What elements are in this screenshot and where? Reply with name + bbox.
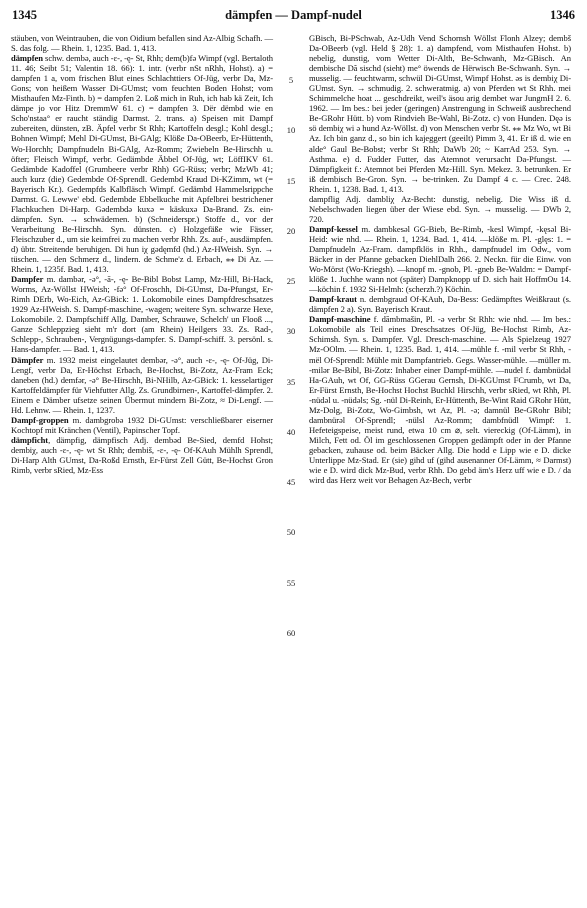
dictionary-entry <box>11 435 273 475</box>
page-header <box>12 8 575 24</box>
entry-headword: Dampf-groppen <box>11 414 69 425</box>
running-title: dämpfen — Dampf-nudel <box>225 8 362 22</box>
line-number: 45 <box>286 477 296 488</box>
line-number: 50 <box>286 527 296 538</box>
entry-headword: Dampf-kraut <box>309 294 357 305</box>
line-number: 15 <box>286 175 296 186</box>
entry-text: m. dambgrobə 1932 Di-GUmst: verschließbarer eiserner Kochtopf mit Kränchen (Ventil), Papinscher Topf. <box>11 414 273 435</box>
entry-text: schw. dembə, auch -ɛ-, -ę- St, Rhh; dem(b)fə Wimpf (vgl. Bertaloth 11. 46; Seibt 51; Valentin 18. 66): 1. intr. (verbr nSt nRhh, Hohst). a) = dampfen 1 a, vom frischen Blut eines Schlachttiers Of-Jüg, verbr Da, Mz-Gons; von heißem Wasser Di-GUmst; vom feuchten Boden Hohst; vom Misthaufen Mz-Finth. b) = dampfen 2. Loß mich in Ruh, ich hab kä Zeit, Ich dämpe jo vor Hitz DremmW 61. c) = dampfen 3. Dër dëmbd wie en Scho'nstaa° er raucht ständig Darmst. 2. trans. a) Speisen mit Dampf zubereiten, dünsten, zB. Äpfel verbr St Rhh; Kartoffeln desgl.; Kohl desgl.; Bohnen Wimpf; Mehl Di-GUmst, Bi-GAlg; Klöße Da-OBeerb, Er-Hüttenth, Wo-Horchh; Dampfnudeln Bi-GAlg, Az-Romm; Zwiebeln Be-Hirschh u. öfter; Fleisch Wimpf, verbr. Gedämbde Äbbel Of-Jüg, wt; LöffIKV 61. Gedämbde Kadoffel (Grumbeere verbr Rhh) GG-Rüss; verbr; MzWb 41; auch kurz (die) Gedembde Of-Sprendl. Gedembd Kraud Di-KZimm, wt (= Bayerisch Kr.). Gedempfds Kalbfläsch Wimpf. Gedämbd Hammelsrippche Darmst. G. Lewwe' ebd. Gedembde Ebbelkuche mit Apfelbrei bestrichener Flachkuchen Di-Harp. Gədembdə kuxə = käskuxə Da-Brand. Zs. ein-dämpfen. Syn. → schwädemen. b) (Schneiderspr.) Stoffe d., vor der Verarbeitung Be-Hirschh. Syn. dünsten. c) Holzgefäße wie Fässer, Fleischzuber d., um sie keimfrei zu machen verbr Rhh. Zs. auf-, ausdämpfen. d) übtr. Streitende beruhigen. Di hun iχ gədęmfd (hd.) Az-HWeish. Syn. → tüschen. — den Schmerz d., lindern. de Schme'z d. Erbach, ⁎⁎ Di Az. — Rhein. 1, 1235f. Bad. 1, 413. <box>11 53 273 275</box>
entry-text: m. dambkesəl GG-Bieb, Be-Rimb, -kesl Wimpf, -kęsəl Bi-Heid: wie nhd. — Rhein. 1, 1234. Bad. 1, 414. —klöße m. Pl. -glęs: 1. = Dampfnudeln Az-Fram. dampfklös in Rhh., dampfnudel im Odw., vom Bäcker in der Pfanne gebacken DiehlDalh 266. 2. Neckn. für die Einw. von Wo-Mörst (Wo-Kriegsh). —knopf m. -gnob, Pl. -gneb Be-Waldm: = Dampf-klöße 1. Juchhe wann not (später) Dampknopp uf D. sich hait HoffmOu 14. —köchin f. 1932 Si-Helmh: (scherzh.?) Köchin. <box>309 223 571 295</box>
dictionary-entry <box>11 53 273 274</box>
entry-headword: Dampf-kessel <box>309 223 358 234</box>
line-number: 30 <box>286 326 296 337</box>
entry-text: , dämpfig, dämpfisch Adj. dembəd Be-Sied, demfd Hohst; dembiχ, auch -ɛ-, -ę- wt St Rhh; dembiš, -ɛ-, -ę- Of-KAuh Mühlh Sprendl, Di-Harp Alth GUmst, Da-Roßd Ernsth, Er-Fürst Zell Gütt, Be-Hochst Gron Rimb, verbr sRied, Mz-Ess <box>11 434 273 476</box>
line-number-gutter <box>279 33 303 893</box>
line-number: 5 <box>288 75 294 86</box>
dictionary-entry <box>309 224 571 294</box>
line-number: 35 <box>286 376 296 387</box>
entry-text: n. dembgraud Of-KAuh, Da-Bess: Gedämpftes Weißkraut (s. dämpfen 2 a). Syn. Bayerisch Kraut. <box>309 294 571 315</box>
line-number: 55 <box>286 577 296 588</box>
entry-text: dampflig Adj. dambliχ Az-Becht: dunstig, nebelig. Die Wiss iß d. Nebelschwaden liegen über der Wiese ebd. Syn. → musselig. — DWb 2, 720. <box>309 193 571 224</box>
dictionary-entry <box>309 194 571 224</box>
line-number: 40 <box>286 426 296 437</box>
line-number: 10 <box>286 125 296 136</box>
page-number-left: 1345 <box>12 8 37 22</box>
entry-text: m. 1932 meist eingelautet dembər, -ə°, auch -ɛ-, -ę- Of-Jüg, Di-Lengf, verbr Da, Er-Höchst Erbach, Be-Hochst, Bi-Zotz, Az-Fram Eck; daneben (hd.) demfər, -ə° Be-Hirschh, Bi-NHilb, Az-GBick: 1. kesselartiger Kartoffeldämpfer für Viehfutter Allg. Zs. Grundbirnen-, Kartoffel-dämpfer. 2. Einem e Dämber ufsetze seinen Übermut mindern Bi-Zotz, ≈ Di-Lengf. — Hd. Lehnw. — Rhein. 1, 1237. <box>11 354 273 415</box>
entry-headword: Dämpfer <box>11 354 44 365</box>
entry-text: GBisch, Bi-PSchwab, Az-Udh Vend Schornsh Wöllst Flonh Alzey; dembš Da-OBeerb (vgl. Held § 28): 1. a) dampfend, vom Misthaufen Hohst. b) nebelig, dunstig, vom Wetter Di-Alth, Be-Schwanh, Mz-GBisch. An dembische Dã sischd (sieht) me° öwends de Hërwisch Be-Schwanh. Syn. → musselig. — feuchtwarm, schwül Di-GUmst, Wimpf Hohst. əs is dembiχ Di-GUmst. Syn. → schmudig. 2. schweratmig. a) von Pferden wt St Rhh. mei Schimmelche hoat ... geschdreikt, weil's äsou arig dembet war JungmH 2. 6. 1962. — Im bes.: bei jeder (geringen) Anstrengung in Schweiß ausbrechend Be-GRohr Hütt. b) vom Rindvieh Be-Wahl, Bi-Zotz. c) von Hunden. Dęə is sö dembiχ wi ə hund Az-Wöllst. d) von Menschen verbr St. ⁎⁎ Mz Wo, wt Bi Az. Ich bin ganz d., so bin ich kajeggert (geeilt) Pimm 3, 41. Er iß d. wie en alde° Gaul Be-Bobst; verbr St Rhh; DaWb 20; ~ KarrAd 253. Syn. → Asthma. e) d. Fudder Futter, das Atemnot verursacht Da-Pfungst. — Dämpfigkeit f.: Atemnot bei Pferden Mz-Hill. Syn. Mekez. 3. betrunken. Er iß dembisch Be-Gron. Syn. → be-trinken. Zu Dampf 4 c. — Crec. 248. Rhein. 1, 1238. Bad. 1, 413. <box>309 33 571 194</box>
dictionary-entry <box>309 33 571 194</box>
entry-text: f. dāmbmašin, Pl. -ə verbr St Rhh: wie nhd. — Im bes.: Lokomobile als Teil eines Dreschsatzes Of-Jüg, Be-Hochst Rimb, Az-Schimsh. Syn. s. Dampfer. Vgl. Dresch-maschine. — Als Spielzeug 1927 Mz-OOlm. — Rhein. 1, 1235. Bad. 1, 414. —mühle f. -mil verbr St Rhh, -mël Of-Sprendl: Mühle mit Dampfantrieb. Gegs. Wasser-mühle. —müller m. -milər Be-Bibl, Bi-Zotz: Inhaber einer Dampf-mühle. —nudel f. dambnüdəl Ha-GAuh, wt Of, GG-Rüss GGerau Gernsh, Di-KGUmst FCrumb, wt Da, Er-Fürst Ernsth, Be-Hochst Hochst Buchkl Hirschh, verbr sRied, wt Rhh, Pl. -nüdəl u. -nüdəls; Sg. -nül Di-Reinh, Er-Hüttenth, Be-Wint Raid GRohr Hütt, Mz-Dolg, Bi-Zotz, Wo-Gimbsh, wt Az, Pl. -ə; damnül Be-GRohr Bibl; dambnürəl Of-Sprendl; -nülsl Az-Romm; dambfnüdl Wimpf: 1. Hefeteigspeise, meist rund, etwa 10 cm ⌀, selt. viereckig (Of-Lämm), in Milch, Fett od. Öl im geschlossenen Groppen gedämpft oder in der Pfanne gebacken, zuhause od. beim Bäcker Allg. Die hodd e Lipp wie e D. dicke Unterlippe Mz-Stad. Er (sie) gihd uf (gihd ausenanner Of-Lämm, ≈ Darmst) wie e D. wird dick Mz-Bud, verbr Rhh. Do gebd äm's Herz uff wie e D. / da wird das Herz weit vor Behagen Az-Bech, verbr <box>309 314 571 486</box>
entry-text: m. dambər, -ə°, -ā-, -ę- Be-Bibl Bobst Lamp, Mz-Hill, Bi-Hack, Worms, Az-Wöllst HWeish; -fə° Of-Froschh, Di-GUmst, Da-Pfungst, Er-Rimh DErb, Wo-Eich, Az-GBick: 1. Lokomobile eines Dampfdreschsatzes 1929 Az-HWeish. S. Dampf-maschine, -wagen; weitere Syn. schwarze Hexe, Lokomobile. 2. Dampfschiff Allg. Damber, Schrauwe, Schelch' un Flooß ..., Ganze Schleppzieg sieht m'r dort (am Rhein) Heilgers 33. Zs. Rad-, Schlepp-, Schrauben-, Vergnügungs-dampfer. S. Dampf-schiff. 3. persönl. s. Hans-dampfer. — Bad. 1, 413. <box>11 274 273 355</box>
dictionary-entry <box>309 314 571 485</box>
dictionary-entry <box>11 33 273 53</box>
dictionary-entry <box>309 294 571 314</box>
left-column <box>11 33 273 475</box>
entry-headword: Dampfer <box>11 274 44 285</box>
entry-headword: Dampf-maschine <box>309 314 371 325</box>
dictionary-entry <box>11 274 273 354</box>
page-number-right: 1346 <box>550 8 575 22</box>
dictionary-entry <box>11 415 273 435</box>
line-number: 60 <box>286 627 296 638</box>
right-column <box>309 33 571 485</box>
entry-text: stäuben, von Weintrauben, die von Oidium befallen sind Az-Albig Schafh. — S. das folg. — Rhein. 1, 1235. Bad. 1, 413. <box>11 33 273 54</box>
dictionary-entry <box>11 355 273 415</box>
entry-headword: dämpficht <box>11 434 49 445</box>
entry-headword: dämpfen <box>11 53 43 64</box>
line-number: 20 <box>286 225 296 236</box>
line-number: 25 <box>286 276 296 287</box>
